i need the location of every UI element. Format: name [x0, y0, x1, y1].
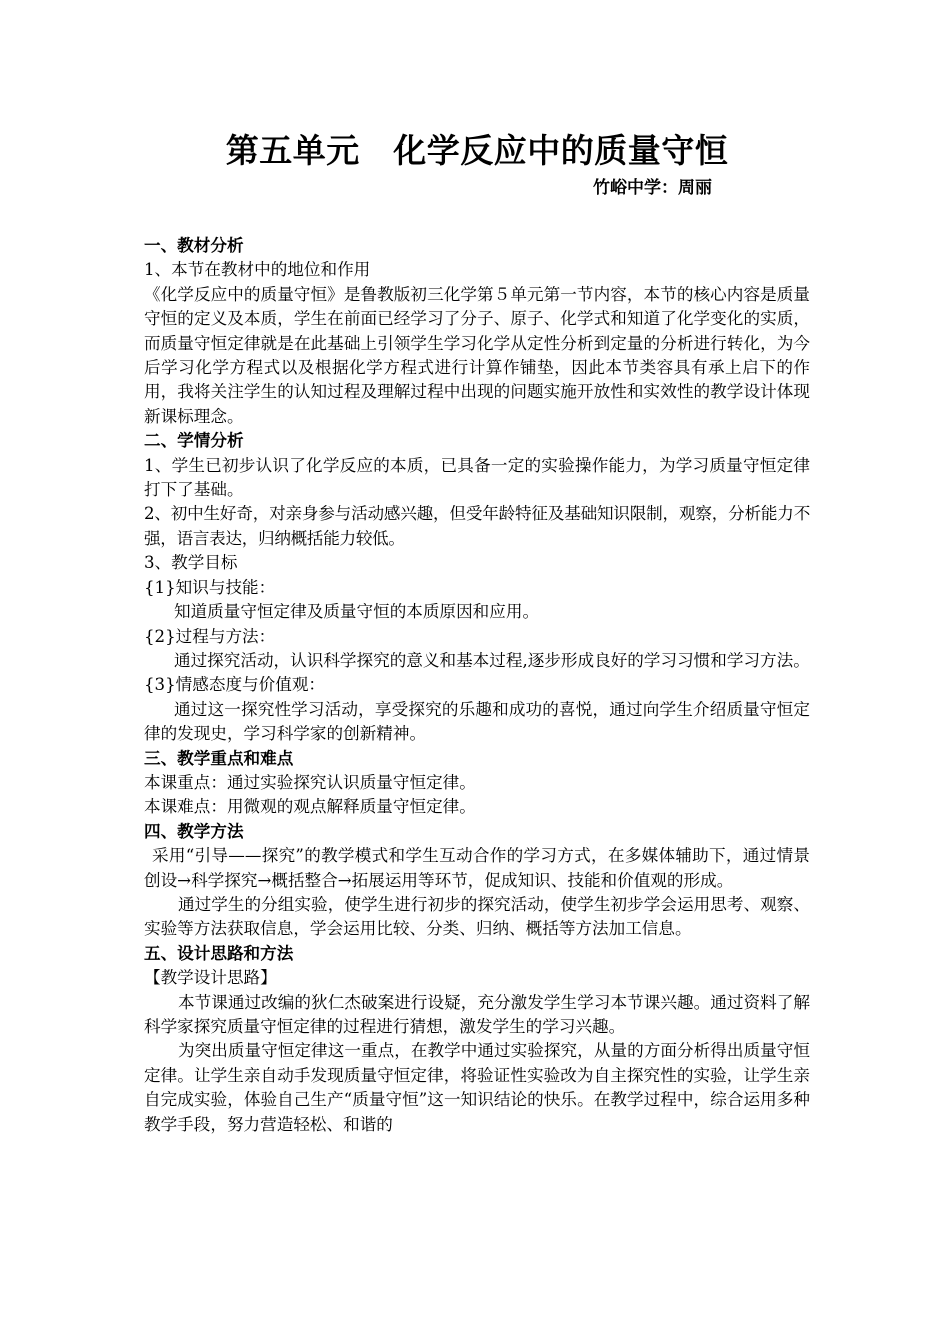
- paragraph-textbook-analysis: 《化学反应中的质量守恒》是鲁教版初三化学第５单元第一节内容，本节的核心内容是质量守恒的定义及本质，学生在前面已经学习了分子、原子、化学式和知道了化学变化的实质，而质量守恒定律就是在此基础上引领学生学习化学从定性分析到定量的分析进行转化，为今后学习化学方程式以及根据化学方程式进行计算作铺垫，因此本节类容具有承上启下的作用，我将关注学生的认知过程及理解过程中出现的问题实施开放性和实效性的教学设计体现新课标理念。: [144, 284, 810, 426]
- document-page: [144, 126, 810, 1137]
- goal-3-text: 通过这一探究性学习活动，享受探究的乐趣和成功的喜悦，通过向学生介绍质量守恒定律的发现史，学习科学家的创新精神。: [144, 699, 810, 744]
- method-paragraph-2: 通过学生的分组实验，使学生进行初步的探究活动，使学生初步学会运用思考、观察、实验等方法获取信息，学会运用比较、分类、归纳、概括等方法加工信息。: [144, 894, 810, 939]
- goal-2-label: {2}过程与方法：: [144, 626, 276, 646]
- section-heading-5: 五、设计思路和方法: [144, 943, 294, 963]
- document-body: [144, 234, 810, 1137]
- subheading-position: 1、本节在教材中的地位和作用: [144, 260, 371, 280]
- design-paragraph-2: 为突出质量守恒定律这一重点，在教学中通过实验探究，从量的方面分析得出质量守恒定律。让学生亲自动手发现质量守恒定律，将验证性实验改为自主探究性的实验，让学生亲自完成实验，体验自己生产“质量守恒”这一知识结论的快乐。在教学过程中，综合运用多种教学手段，努力营造轻松、和谐的: [144, 1041, 810, 1134]
- section-heading-3: 三、教学重点和难点: [144, 748, 294, 768]
- section-heading-4: 四、教学方法: [144, 821, 244, 841]
- key-point: 本课重点：通过实验探究认识质量守恒定律。: [144, 772, 476, 792]
- document-title: 第五单元 化学反应中的质量守恒: [225, 131, 729, 170]
- student-analysis-item-3: 3、教学目标: [144, 553, 238, 573]
- design-subheading: 【教学设计思路】: [144, 968, 277, 988]
- student-analysis-item-2: 2、初中生好奇，对亲身参与活动感兴趣，但受年龄特征及基础知识限制，观察，分析能力不强，语言表达，归纳概括能力较低。: [144, 504, 810, 548]
- method-paragraph-1: 采用“引导——探究”的教学模式和学生互动合作的学习方式，在多媒体辅助下，通过情景创设→科学探究→概括整合→拓展运用等环节，促成知识、技能和价值观的形成。: [144, 846, 810, 890]
- author-line: 竹峪中学：周丽: [593, 178, 712, 198]
- section-heading-1: 一、教材分析: [144, 236, 244, 255]
- goal-3-label: {3}情感态度与价值观：: [144, 675, 326, 695]
- goal-2-text: 通过探究活动，认识科学探究的意义和基本过程,逐步形成良好的学习习惯和学习方法。: [174, 650, 810, 670]
- design-paragraph-1: 本节课通过改编的狄仁杰破案进行设疑，充分激发学生学习本节课兴趣。通过资料了解科学家探究质量守恒定律的过程进行猜想，激发学生的学习兴趣。: [144, 992, 810, 1036]
- section-heading-2: 二、学情分析: [144, 431, 244, 451]
- difficult-point: 本课难点：用微观的观点解释质量守恒定律。: [144, 797, 476, 817]
- student-analysis-item-1: 1、学生已初步认识了化学反应的本质，已具备一定的实验操作能力，为学习质量守恒定律打下了基础。: [144, 455, 810, 500]
- goal-1-text: 知道质量守恒定律及质量守恒的本质原因和应用。: [174, 602, 540, 622]
- goal-1-label: {1}知识与技能：: [144, 577, 276, 597]
